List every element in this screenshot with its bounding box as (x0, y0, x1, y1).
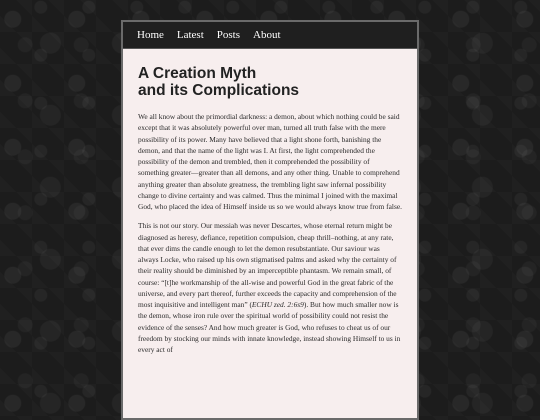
page-frame (121, 20, 419, 420)
paragraph-2-part-b: ). But how much smaller now is the demon, whose iron rule over the spiritual world of possibility could not resist the evidence of the senses? And how much greater is God, who refuses to cheat us of our freedom by stocking our minds with innate knowledge, instead showing Himself to us in every act of (138, 300, 401, 354)
nav-latest-link[interactable]: Latest (176, 29, 204, 41)
paragraph-1: We all know about the primordial darkness: a demon, about which nothing could be said except that it was absolutely powerful over man, turned all truth false with the mere possibility of its power. Many have believed that a light shone forth, banishing the demon, and that the name of the light was I. At first, the light comprehended the possibility of the demon and trembled, then it comprehended the possibility of something greater—greater than all demons, and any other thing. Unable to comprehend anything greater than absolute greatness, the trembling light saw infernal possibility change to divine certainty and was calmed. Thus the minimal I joined with the maximal God, who placed the idea of Himself inside us so we would always know true from false. (138, 112, 402, 211)
paragraph-2 (138, 220, 402, 355)
article (123, 49, 417, 355)
post-title-line2: and its Complications (138, 82, 300, 99)
paragraph-2-part-a: This is not our story. Our messiah was never Descartes, whose eternal return might be diagnosed as heresy, defiance, repetition compulsion, cheap thrill–nothing, at any rate, that ever dims the candle enough to let the demon resubstantiate. Our saviour was always Locke, who raised up his own stigmatised palms and asked why the certainty of their reality should be diminished by an imperceptible phantasm. We remain small, of course: “[t]he workmanship of the all-wise and powerful God in the great fabric of the universe, and every part thereof, further exceeds the capacity and comprehension of the most inquisitive and intelligent man” ( (138, 221, 397, 309)
post-title-line1: A Creation Myth (138, 65, 257, 82)
nav-home-link[interactable]: Home (137, 29, 164, 41)
post-title (138, 65, 402, 99)
citation: ECHU zed. 2:6s9 (251, 300, 304, 309)
nav-about-link[interactable]: About (253, 29, 281, 41)
nav-posts-link[interactable]: Posts (216, 29, 241, 41)
top-nav (123, 22, 417, 49)
